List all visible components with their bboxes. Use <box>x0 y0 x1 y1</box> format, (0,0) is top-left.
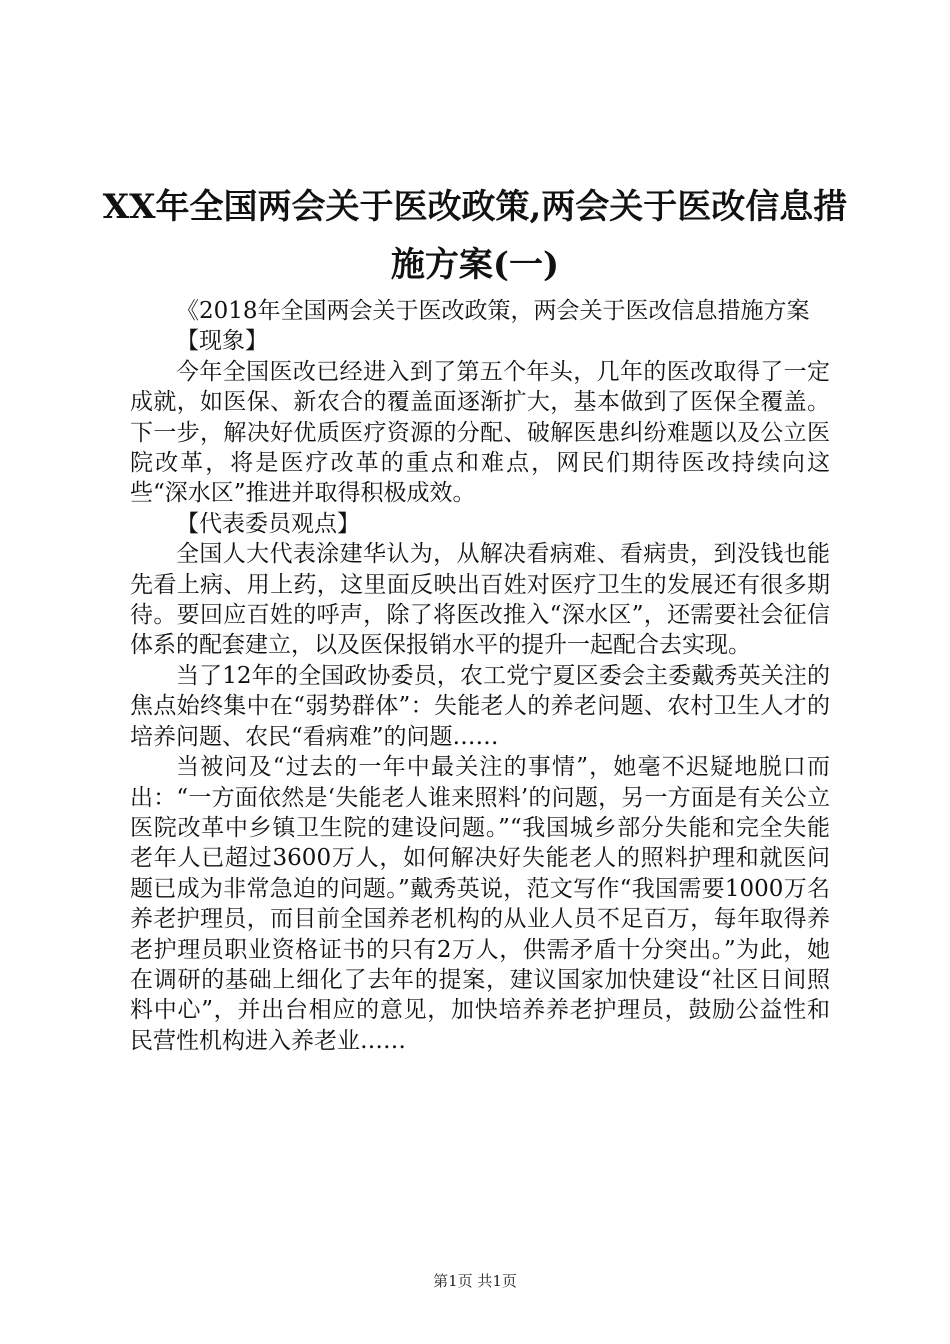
views-paragraph-1: 全国人大代表涂建华认为，从解决看病难、看病贵，到没钱也能先看上病、用上药，这里面反映出百姓对医疗卫生的发展还有很多期待。要回应百姓的呼声，除了将医改推入“深水区”，还需要社会征信体系的配套建立，以及医保报销水平的提升一起配合去实现。 <box>130 541 830 659</box>
document-title: XX年全国两会关于医改政策,两会关于医改信息措施方案(一) <box>102 187 848 285</box>
section-heading-representatives-views: 【代表委员观点】 <box>176 510 360 537</box>
phenomenon-paragraph: 今年全国医改已经进入到了第五个年头，几年的医改取得了一定成就，如医保、新农合的覆盖面逐渐扩大，基本做到了医保全覆盖。下一步，解决好优质医疗资源的分配、破解医患纠纷难题以及公立医院改革，将是医疗改革的重点和难点，网民们期待医改持续向这些“深水区”推进并取得积极成效。 <box>130 358 830 507</box>
views-paragraph-3: 当被问及“过去的一年中最关注的事情”，她毫不迟疑地脱口而出：“一方面依然是‘失能老人谁来照料’的问题，另一方面是有关公立医院改革中乡镇卫生院的建设问题。”“我国城乡部分失能和完全失能老年人已超过3600万人，如何解决好失能老人的照料护理和就医问题已成为非常急迫的问题。”戴秀英说，范文写作“我国需要1000万名养老护理员，而目前全国养老机构的从业人员不足百万，每年取得养老护理员职业资格证书的只有2万人，供需矛盾十分突出。”为此，她在调研的基础上细化了去年的提案，建议国家加快建设“社区日间照料中心”，并出台相应的意见，加快培养养老护理员，鼓励公益性和民营性机构进入养老业…… <box>130 754 830 1054</box>
document-body <box>130 296 830 1056</box>
section-heading-phenomenon: 【现象】 <box>176 328 268 355</box>
intro-paragraph: 《2018年全国两会关于医改政策，两会关于医改信息措施方案 <box>176 298 810 324</box>
views-paragraph-2: 当了12年的全国政协委员，农工党宁夏区委会主委戴秀英关注的焦点始终集中在“弱势群体”：失能老人的养老问题、农村卫生人才的培养问题、农民“看病难”的问题…… <box>130 662 830 750</box>
page-footer: 第1页 共1页 <box>433 1272 517 1290</box>
